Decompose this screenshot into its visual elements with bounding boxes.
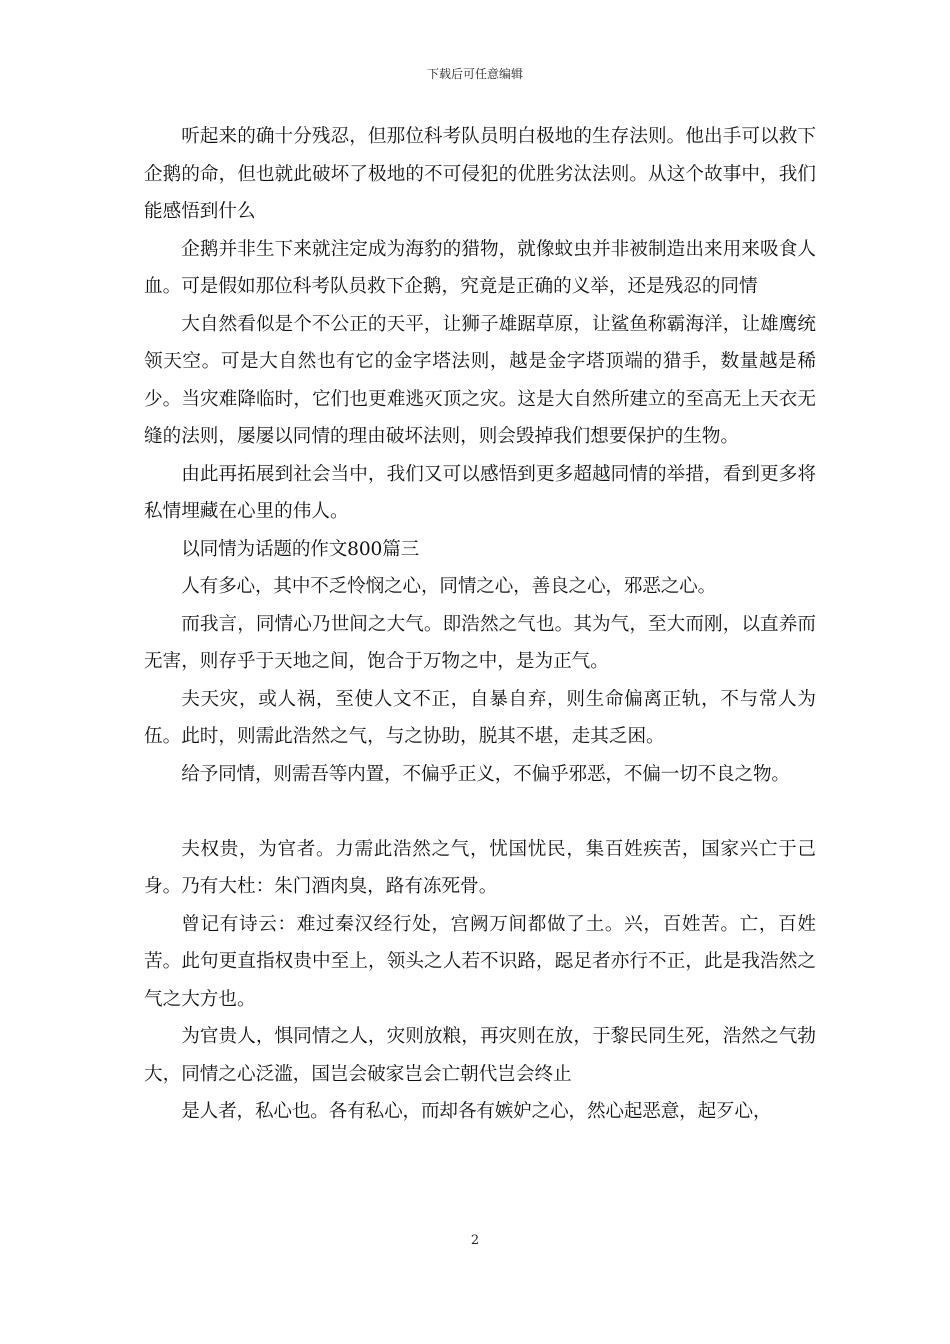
paragraph: 是人者，私心也。各有私心，而却各有嫉妒之心，然心起恶意，起歹心， <box>181 1101 772 1122</box>
paragraph: 人有多心，其中不乏怜悯之心，同情之心，善良之心，邪恶之心。 <box>181 576 717 597</box>
paragraph: 夫天灾，或人祸，至使人文不正，自暴自弃，则生命偏离正轨，不与常人为伍。此时，则需此浩然之气，与之协助，脱其不堪，走其乏困。 <box>144 688 816 747</box>
blank-line <box>144 793 816 831</box>
paragraph: 曾记有诗云：难过秦汉经行处，宫阙万间都做了土。兴，百姓苦。亡，百姓苦。此句更直指权贵中至上，领头之人若不识路，跽足者亦行不正，此是我浩然之气之大方也。 <box>144 913 816 1010</box>
paragraph: 给予同情，则需吾等内置，不偏乎正义，不偏乎邪恶，不偏一切不良之物。 <box>181 763 790 785</box>
document-body <box>144 118 816 1131</box>
paragraph: 听起来的确十分残忍，但那位科考队员明白极地的生存法则。他出手可以救下企鹅的命，但也就此破坏了极地的不可侵犯的优胜劣汰法则。从这个故事中，我们能感悟到什么 <box>144 126 816 222</box>
page-header: 下载后可任意编辑 <box>426 67 523 81</box>
paragraph: 而我言，同情心乃世间之大气。即浩然之气也。其为气，至大而刚，以直养而无害，则存乎于天地之间，饱合于万物之中，是为正气。 <box>144 613 816 672</box>
page-number: 2 <box>470 1233 480 1248</box>
paragraph: 企鹅并非生下来就注定成为海豹的猎物，就像蚊虫并非被制造出来用来吸食人血。可是假如那位科考队员救下企鹅，究竟是正确的义举，还是残忍的同情 <box>144 238 816 297</box>
paragraph: 大自然看似是个不公正的天平，让狮子雄踞草原，让鲨鱼称霸海洋，让雄鹰统领天空。可是大自然也有它的金字塔法则，越是金字塔顶端的猎手，数量越是稀少。当灾难降临时，它们也更难逃灭顶之灾。这是大自然所建立的至高无上天衣无缝的法则，屡屡以同情的理由破坏法则，则会毁掉我们想要保护的生物。 <box>144 313 816 447</box>
paragraph: 为官贵人，惧同情之人，灾则放粮，再灾则在放，于黎民同生死，浩然之气勃大，同情之心泛滥，国岂会破家岂会亡朝代岂会终止 <box>144 1026 816 1085</box>
paragraph: 夫权贵，为官者。力需此浩然之气，忧国忧民，集百姓疾苦，国家兴亡于己身。乃有大杜：朱门酒肉臭，路有冻死骨。 <box>144 838 816 897</box>
section-heading: 以同情为话题的作文800篇三 <box>181 538 420 560</box>
paragraph: 由此再拓展到社会当中，我们又可以感悟到更多超越同情的举措，看到更多将私情埋藏在心里的伟人。 <box>144 463 816 522</box>
